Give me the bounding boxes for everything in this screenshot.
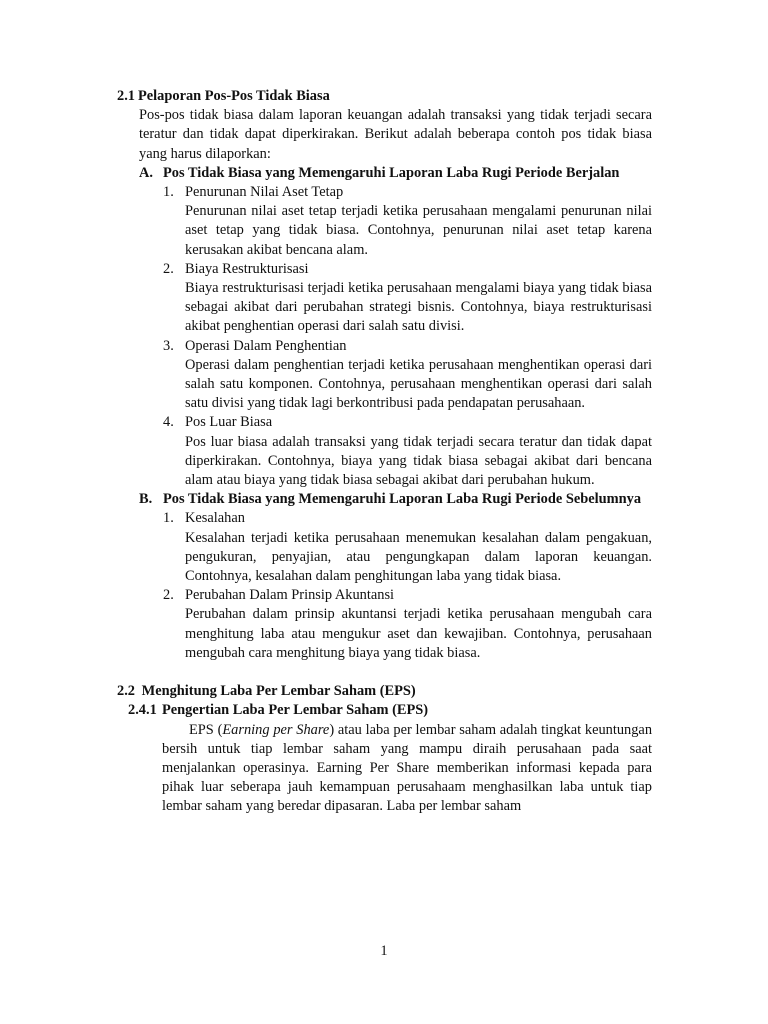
subsection-title: Pos Tidak Biasa yang Memengaruhi Laporan Laba Rugi Periode Berjalan: [163, 164, 620, 181]
item-title: Pos Luar Biasa: [185, 414, 273, 431]
para-text-rest: ) atau laba per lembar saham adalah tingkat keuntungan bersih untuk tiap lembar saham yang mampu diraih perusahaan pada saat menjalankan operasinya. Earning Per Share memberikan informasi kepada para pihak luar seberapa jauh kemampuan perusahaam menghasilkan laba untuk tiap lembar saham yang beredar dipasaran. Laba per lembar saham: [162, 721, 653, 815]
item-title: Kesalahan: [185, 510, 245, 527]
item-title: Penurunan Nilai Aset Tetap: [185, 184, 344, 201]
section-number: 2.2: [117, 683, 135, 700]
section-number: 2.1: [117, 88, 135, 104]
subsection-heading-2-4-1: [128, 701, 652, 720]
list-item: [163, 509, 652, 586]
item-body: Pos luar biasa adalah transaksi yang tidak terjadi secara teratur dan tidak dapat diperkirakan. Contohnya, biaya yang tidak biasa sebagai akibat dari bencana alam atau biaya yang tidak biasa sebagai akibat dari perubahan hukum.: [185, 433, 652, 489]
page-content: [117, 87, 652, 817]
item-number: 1.: [163, 184, 174, 201]
item-body: Operasi dalam penghentian terjadi ketika perusahaan menghentikan operasi dari salah satu komponen. Contohnya, perusahaan menghentikan operasi dari salah satu divisi yang tidak lagi berkontribusi pada pendapatan perusahaan.: [185, 356, 652, 412]
item-title: Operasi Dalam Penghentian: [185, 337, 347, 354]
para-text-start: EPS (: [189, 721, 223, 738]
spacer: [117, 663, 652, 682]
subsection-letter: A.: [139, 164, 153, 181]
section-title: Pelaporan Pos-Pos Tidak Biasa: [138, 88, 330, 104]
subsection-title: Pos Tidak Biasa yang Memengaruhi Laporan Laba Rugi Periode Sebelumnya: [163, 491, 642, 508]
item-body: Kesalahan terjadi ketika perusahaan menemukan kesalahan dalam pengakuan, pengukuran, penyajian, atau pengungkapan dalam laporan keuangan. Contohnya, kesalahan dalam penghitungan laba yang tidak biasa.: [185, 529, 652, 585]
subsection-title: Pengertian Laba Per Lembar Saham (EPS): [162, 702, 429, 719]
subsection-number: 2.4.1: [128, 702, 157, 719]
subsection-b-heading: [139, 490, 652, 509]
item-body: Biaya restrukturisasi terjadi ketika perusahaan mengalami biaya yang tidak biasa sebagai akibat dari perubahan strategi bisnis. Contohnya, biaya restrukturisasi akibat penghentian operasi dari salah satu divisi.: [185, 280, 652, 335]
list-item: [163, 337, 652, 414]
list-item: [163, 413, 652, 490]
item-title: Biaya Restrukturisasi: [185, 260, 309, 277]
list-item: [163, 586, 652, 663]
section-heading-2-2: [117, 682, 652, 701]
list-item: [163, 183, 652, 260]
item-number: 3.: [163, 337, 174, 354]
subsection-a-heading: [139, 164, 652, 183]
subsection-letter: B.: [139, 491, 153, 508]
eps-paragraph: [162, 721, 652, 817]
item-title: Perubahan Dalam Prinsip Akuntansi: [185, 587, 395, 604]
page-number: 1: [380, 943, 388, 959]
section-heading-2-1: [117, 87, 652, 106]
intro-paragraph: Pos-pos tidak biasa dalam laporan keuangan adalah transaksi yang tidak terjadi secara teratur dan tidak dapat diperkirakan. Berikut adalah beberapa contoh pos tidak biasa yang harus dilaporkan:: [139, 107, 652, 162]
item-number: 2.: [163, 587, 174, 604]
para-italic-term: Earning per Share: [222, 721, 330, 738]
item-body: Perubahan dalam prinsip akuntansi terjadi ketika perusahaan mengubah cara menghitung laba atau mengukur aset dan kewajiban. Contohnya, perusahaan mengubah cara menghitung biaya yang tidak biasa.: [185, 606, 652, 661]
section-title: Menghitung Laba Per Lembar Saham (EPS): [141, 683, 416, 700]
item-body: Penurunan nilai aset tetap terjadi ketika perusahaan mengalami penurunan nilai aset tetap yang tidak biasa. Contohnya, penurunan nilai aset tetap karena kerusakan akibat bencana alam.: [185, 203, 652, 258]
item-number: 2.: [163, 260, 174, 277]
item-number: 1.: [163, 510, 174, 527]
item-number: 4.: [163, 414, 174, 431]
list-item: [163, 260, 652, 337]
